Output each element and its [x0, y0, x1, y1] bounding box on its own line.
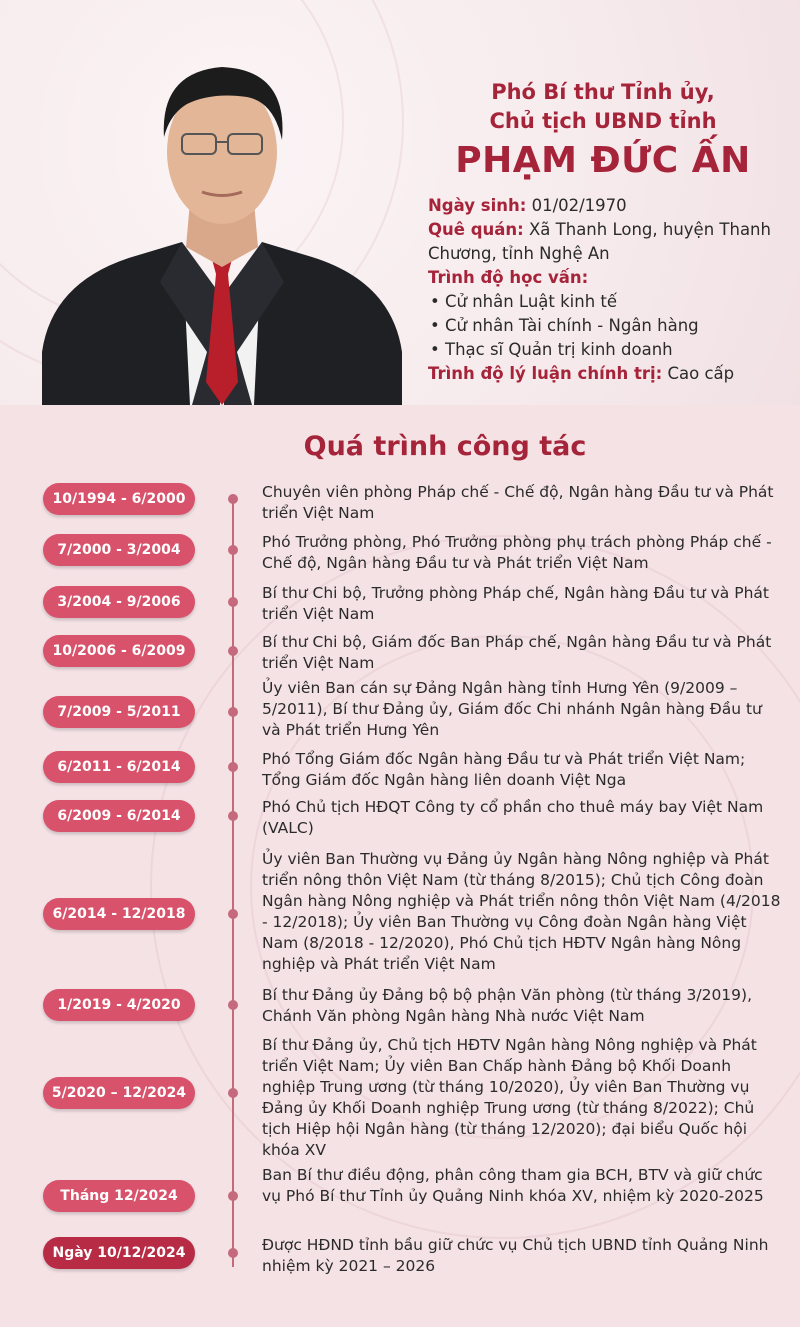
- birth-date: [428, 194, 788, 218]
- period-badge: 1/2019 - 4/2020: [43, 989, 195, 1021]
- timeline-dot: [228, 494, 238, 504]
- education-label: Trình độ học vấn:: [428, 268, 589, 287]
- period-description: Bí thư Đảng ủy, Chủ tịch HĐTV Ngân hàng Nông nghiệp và Phát triển Việt Nam; Ủy viên Ban Chấp hành Đảng bộ Khối Doanh nghiệp Trung ương (từ tháng 10/2020), Ủy viên Ban Thường vụ Đảng ủy Khối Doanh nghiệp Trung ương (từ tháng 8/2022); Chủ tịch Hiệp hội Ngân hàng (từ tháng 12/2020); đại biểu Quốc hội khóa XV: [262, 1036, 757, 1159]
- period-description: Phó Chủ tịch HĐQT Công ty cổ phần cho thuê máy bay Việt Nam (VALC): [262, 798, 764, 837]
- period-badge: 6/2011 - 6/2014: [43, 751, 195, 783]
- timeline-dot: [228, 597, 238, 607]
- birth-value: 01/02/1970: [526, 196, 627, 215]
- education-item: • Cử nhân Luật kinh tế: [430, 292, 618, 311]
- timeline-dot: [228, 1191, 238, 1201]
- profile-header: [0, 0, 800, 405]
- period-badge: 7/2000 - 3/2004: [43, 534, 195, 566]
- career-title: Quá trình công tác: [303, 431, 587, 462]
- political-value: Cao cấp: [662, 364, 735, 383]
- period-badge: 6/2009 - 6/2014: [43, 800, 195, 832]
- timeline-line: [232, 497, 234, 1267]
- timeline-dot: [228, 1000, 238, 1010]
- period-badge: 10/2006 - 6/2009: [43, 635, 195, 667]
- period-description: Được HĐND tỉnh bầu giữ chức vụ Chủ tịch UBND tỉnh Quảng Ninh nhiệm kỳ 2021 – 2026: [262, 1236, 769, 1275]
- period-badge: 5/2020 – 12/2024: [43, 1077, 195, 1109]
- education-item: • Thạc sĩ Quản trị kinh doanh: [430, 340, 673, 359]
- period-description: Bí thư Chi bộ, Giám đốc Ban Pháp chế, Ngân hàng Đầu tư và Phát triển Việt Nam: [262, 633, 772, 672]
- period-description: Ủy viên Ban Thường vụ Đảng ủy Ngân hàng Nông nghiệp và Phát triển nông thôn Việt Nam (từ tháng 8/2015); Chủ tịch Công đoàn Ngân hàng Nông nghiệp và Phát triển nông thôn Việt Nam (4/2018 - 12/2018); Ủy viên Ban Thường vụ Công đoàn Ngân hàng Việt Nam (8/2018 - 12/2020), Phó Chủ tịch HĐTV Ngân hàng Nông nghiệp và Phát triển Việt Nam: [262, 850, 781, 973]
- political-level: [428, 362, 788, 386]
- period-badge: 7/2009 - 5/2011: [43, 696, 195, 728]
- birth-label: Ngày sinh:: [428, 196, 527, 215]
- period-description: Phó Tổng Giám đốc Ngân hàng Đầu tư và Phát triển Việt Nam; Tổng Giám đốc Ngân hàng liên doanh Việt Nga: [262, 750, 746, 789]
- timeline-dot: [228, 909, 238, 919]
- timeline-dot: [228, 707, 238, 717]
- period-description: Ban Bí thư điều động, phân công tham gia BCH, BTV và giữ chức vụ Phó Bí thư Tỉnh ủy Quảng Ninh khóa XV, nhiệm kỳ 2020-2025: [262, 1166, 764, 1205]
- period-badge: 10/1994 - 6/2000: [43, 483, 195, 515]
- period-description: Ủy viên Ban cán sự Đảng Ngân hàng tỉnh Hưng Yên (9/2009 – 5/2011), Bí thư Đảng ủy, Giám đốc Chi nhánh Ngân hàng Đầu tư và Phát triển Hưng Yên: [262, 679, 762, 739]
- education-item: • Cử nhân Tài chính - Ngân hàng: [430, 316, 699, 335]
- period-badge: Ngày 10/12/2024: [43, 1237, 195, 1269]
- period-badge: 6/2014 - 12/2018: [43, 898, 195, 930]
- profile-info: [428, 194, 788, 386]
- timeline-dot: [228, 1248, 238, 1258]
- period-description: Chuyên viên phòng Pháp chế - Chế độ, Ngân hàng Đầu tư và Phát triển Việt Nam: [262, 483, 774, 522]
- period-description: Bí thư Chi bộ, Trưởng phòng Pháp chế, Ngân hàng Đầu tư và Phát triển Việt Nam: [262, 584, 769, 623]
- period-description: Phó Trưởng phòng, Phó Trưởng phòng phụ trách phòng Pháp chế - Chế độ, Ngân hàng Đầu tư và Phát triển Việt Nam: [262, 533, 772, 572]
- timeline-dot: [228, 811, 238, 821]
- position-title-line2: Chủ tịch UBND tỉnh: [489, 109, 717, 133]
- person-name: PHẠM ĐỨC ẤN: [455, 140, 751, 181]
- career-section: [0, 405, 800, 1327]
- period-badge: 3/2004 - 9/2006: [43, 586, 195, 618]
- headline: [418, 78, 788, 184]
- hometown: [428, 218, 788, 266]
- period-badge: Tháng 12/2024: [43, 1180, 195, 1212]
- hometown-value: Xã Thanh Long, huyện Thanh Chương, tỉnh Nghệ An: [428, 220, 771, 263]
- hometown-label: Quê quán:: [428, 220, 524, 239]
- portrait-photo: [42, 52, 402, 405]
- timeline-dot: [228, 762, 238, 772]
- period-description: Bí thư Đảng ủy Đảng bộ bộ phận Văn phòng (từ tháng 3/2019), Chánh Văn phòng Ngân hàng Nhà nước Việt Nam: [262, 986, 753, 1025]
- political-label: Trình độ lý luận chính trị:: [428, 364, 663, 383]
- position-title-line1: Phó Bí thư Tỉnh ủy,: [491, 80, 715, 104]
- timeline-dot: [228, 1088, 238, 1098]
- timeline-dot: [228, 646, 238, 656]
- timeline-dot: [228, 545, 238, 555]
